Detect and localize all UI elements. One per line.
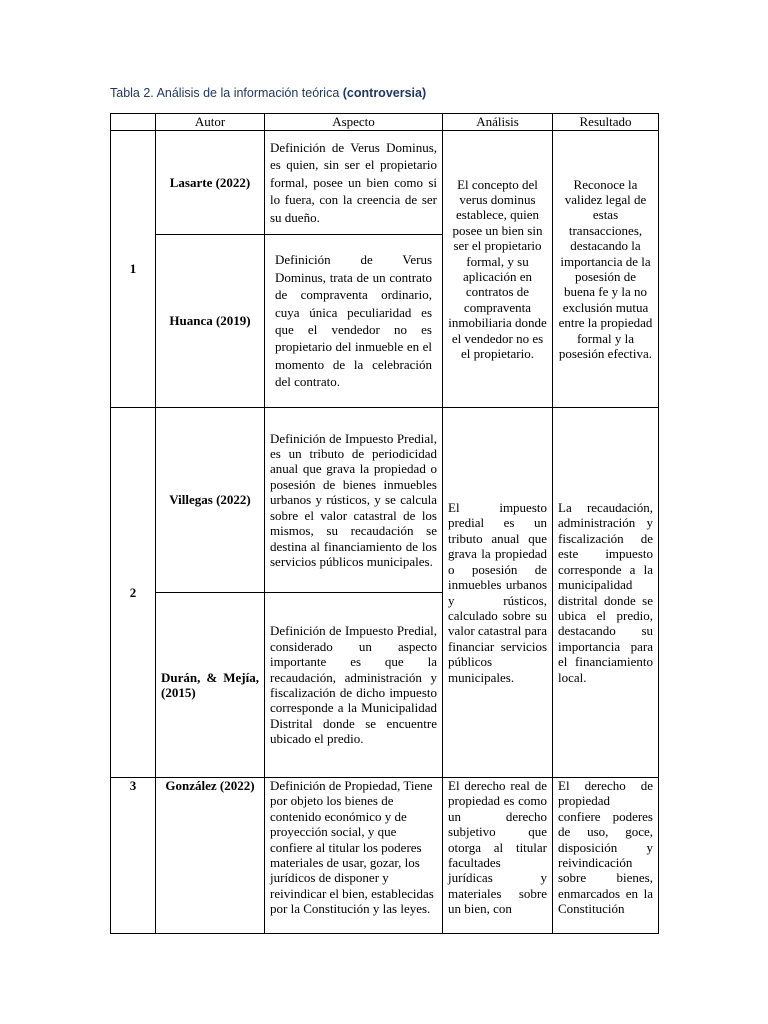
analysis-cell: El derecho real de propiedad es como un derecho subjetivo que otorga al titular facultades jurídicas y materiales sobre un bien, con	[443, 778, 553, 934]
caption-text: Tabla 2. Análisis de la información teórica	[110, 86, 343, 100]
result-cell: El derecho de propiedad confiere poderes de uso, goce, disposición y reivindicación sobre bienes, enmarcados en la Constitución	[553, 778, 659, 934]
row-number: 1	[111, 131, 156, 408]
aspect-cell: Definición de Propiedad, Tiene por objeto los bienes de contenido económico y de proyección social, y que confiere al titular los poderes materiales de usar, gozar, los jurídicos de disponer y reivindicar el bien, establecidas por la Constitución y las leyes.	[265, 778, 443, 934]
caption-bold: (controversia)	[342, 86, 427, 100]
result-cell: Reconoce la validez legal de estas transacciones, destacando la importancia de la posesión de buena fe y la no exclusión mutua entre la propiedad formal y la posesión efectiva.	[553, 131, 659, 408]
aspect-cell: Definición de Verus Dominus, trata de un contrato de compraventa ordinario, cuya única peculiaridad es que el vendedor no es propietario del inmueble en el momento de la celebración del contrato.	[265, 235, 443, 408]
analysis-cell: El concepto del verus dominus establece, quien posee un bien sin ser el propietario formal, y su aplicación en contratos de compraventa inmobiliaria donde el vendedor no es el propietario.	[443, 131, 553, 408]
result-cell: La recaudación, administración y fiscalización de este impuesto corresponde a la municipalidad distrital donde se ubica el predio, destacando su importancia para el financiamiento local.	[553, 408, 659, 778]
header-aspecto: Aspecto	[265, 114, 443, 131]
table-row	[111, 778, 659, 934]
aspect-cell: Definición de Impuesto Predial, es un tributo de periodicidad anual que grava la propiedad o posesión de bienes inmuebles urbanos y rústicos, y se calcula sobre el valor catastral de los mismos, su recaudación se destina al financiamiento de los servicios públicos municipales.	[265, 408, 443, 593]
table-caption	[110, 86, 426, 100]
author-cell: Villegas (2022)	[156, 408, 265, 593]
author-cell: González (2022)	[156, 778, 265, 934]
header-autor: Autor	[156, 114, 265, 131]
header-resultado: Resultado	[553, 114, 659, 131]
author-cell: Huanca (2019)	[156, 235, 265, 408]
aspect-cell: Definición de Impuesto Predial, considerado un aspecto importante es que la recaudación, administración y fiscalización de dicho impuesto corresponde a la Municipalidad Distrital donde se encuentre ubicado el predio.	[265, 593, 443, 778]
table-row	[111, 408, 659, 593]
table-header-row	[111, 114, 659, 131]
header-analisis: Análisis	[443, 114, 553, 131]
row-number: 2	[111, 408, 156, 778]
author-cell: Durán, & Mejía, (2015)	[156, 593, 265, 778]
aspect-cell: Definición de Verus Dominus, es quien, sin ser el propietario formal, posee un bien como si lo fuera, con la creencia de ser su dueño.	[265, 131, 443, 235]
author-cell: Lasarte (2022)	[156, 131, 265, 235]
row-number: 3	[111, 778, 156, 934]
table-row	[111, 131, 659, 235]
analysis-table	[110, 113, 659, 934]
header-num	[111, 114, 156, 131]
analysis-cell: El impuesto predial es un tributo anual que grava la propiedad o posesión de inmuebles urbanos y rústicos, calculado sobre su valor catastral para financiar servicios públicos municipales.	[443, 408, 553, 778]
